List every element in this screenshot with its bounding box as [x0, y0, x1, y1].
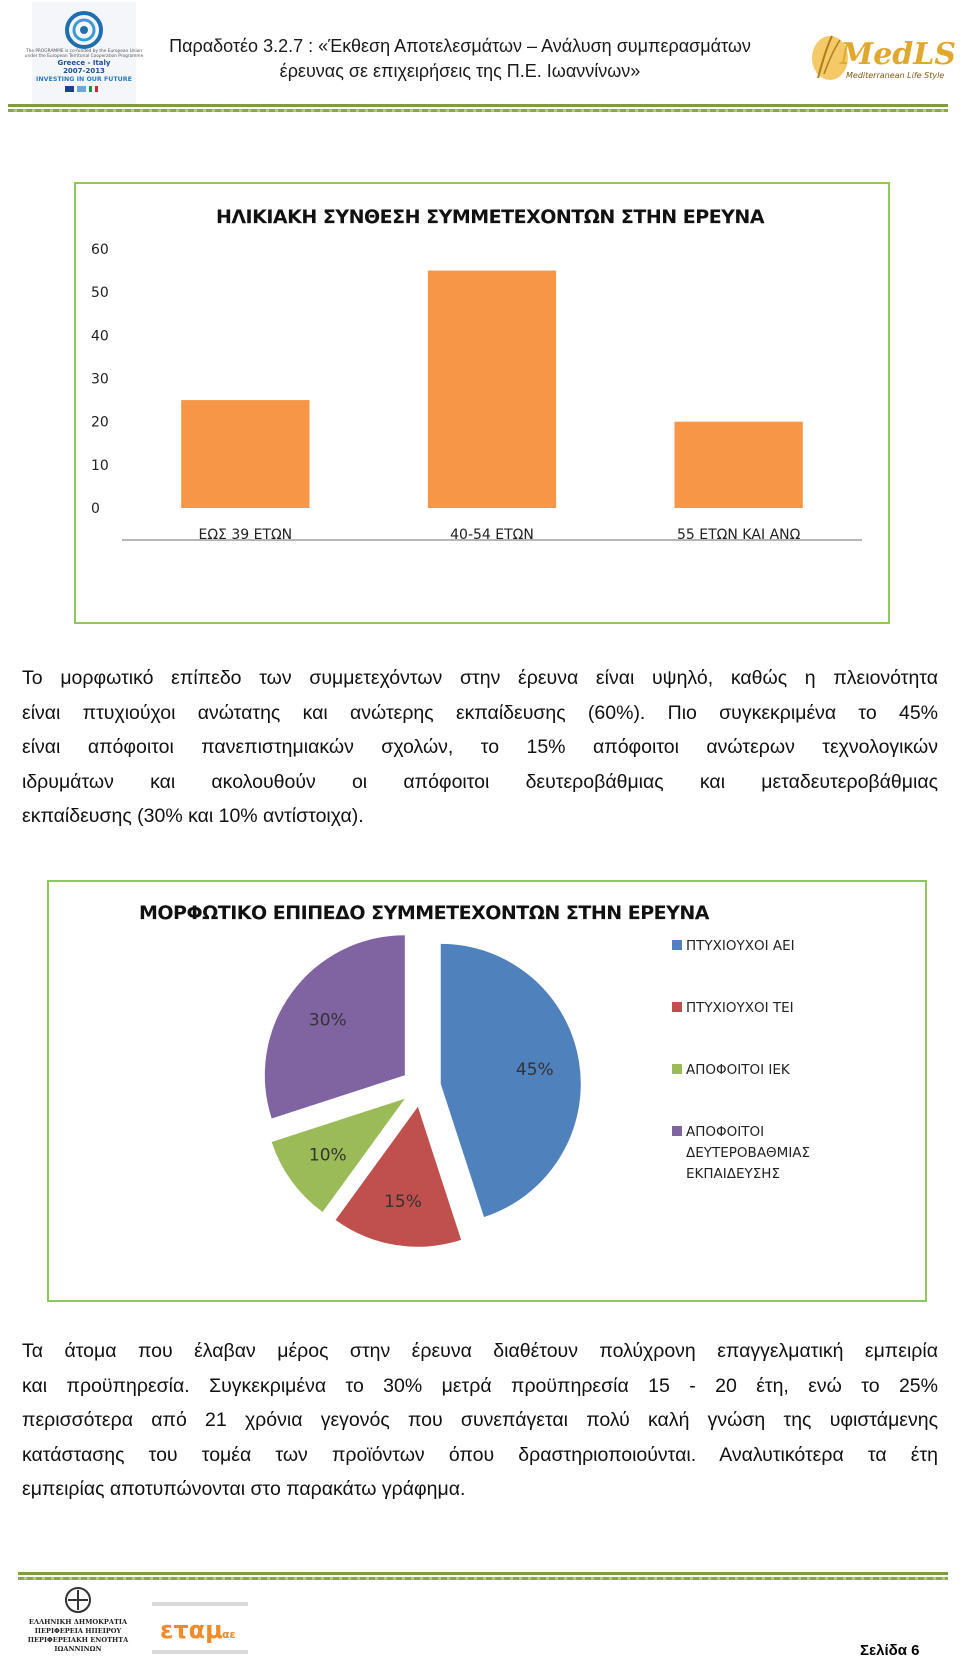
legend-swatch — [672, 1064, 682, 1074]
programme-logo — [24, 2, 144, 106]
logo-caption-1: The PROGRAMME is co-funded by the European Union — [25, 49, 143, 54]
pie-slice — [441, 944, 581, 1217]
y-tick-label: 0 — [91, 501, 100, 517]
paragraph2-line: και προϋπηρεσία. Συγκεκριμένα το 30% μετρά προϋπηρεσία 15 - 20 έτη, ενώ το 25% — [22, 1374, 938, 1397]
paragraph1-line: είναι απόφοιτοι πανεπιστημιακών σχολών, το 15% απόφοιτοι ανώτερων τεχνολογικών — [22, 736, 938, 758]
footer-rule-top — [18, 1572, 948, 1575]
y-tick-label: 10 — [91, 457, 109, 474]
paragraph2-line: Τα άτομα που έλαβαν μέρος στην έρευνα διαθέτουν πολύχρονη επαγγελματική εμπειρία — [22, 1340, 938, 1362]
logo-caption-3: Greece - Italy — [57, 59, 111, 67]
medls-logo — [810, 28, 957, 92]
region-epirus-logo — [28, 1586, 128, 1662]
paragraph1-line: Το μορφωτικό επίπεδο των συμμετεχόντων στην έρευνα είναι υψηλό, καθώς η πλειονότητα — [22, 667, 938, 689]
logo-caption-2: under the European Territorial Cooperation Programme — [24, 54, 144, 59]
region-logo-line3: ΠΕΡΙΦΕΡΕΙΑΚΗ ΕΝΟΤΗΤΑ — [27, 1636, 129, 1644]
education-chart-frame — [47, 880, 927, 1302]
legend-label: ΠΤΥΧΙΟΥΧΟΙ ΑΕΙ — [686, 938, 795, 954]
paragraph2-line: εμπειρίας αποτυπώνονται στο παρακάτω γράφημα. — [22, 1478, 466, 1500]
experience-paragraph — [22, 1334, 938, 1507]
age-chart-frame — [74, 182, 890, 624]
legend-label: ΠΤΥΧΙΟΥΧΟΙ ΤΕΙ — [686, 1000, 794, 1016]
greek-flag-icon — [77, 86, 86, 92]
y-tick-label: 20 — [91, 414, 109, 431]
logo-caption-4: 2007-2013 — [63, 67, 105, 75]
bar — [181, 400, 309, 508]
legend-label: ΕΚΠΑΙΔΕΥΣΗΣ — [686, 1166, 780, 1182]
etam-logo — [150, 1600, 250, 1662]
legend-swatch — [672, 1002, 682, 1012]
legend-swatch — [672, 940, 682, 950]
pie-percent-label: 30% — [308, 1010, 347, 1031]
legend-label: ΑΠΟΦΟΙΤΟΙ ΙΕΚ — [686, 1062, 790, 1078]
region-logo-line2: ΠΕΡΙΦΕΡΕΙΑ ΗΠΕΙΡΟΥ — [34, 1627, 122, 1635]
pie-percent-label: 45% — [515, 1059, 554, 1080]
header-title-line2: έρευνας σε επιχειρήσεις της Π.Ε. Ιωαννίνων» — [279, 61, 641, 81]
paragraph1-line: εκπαίδευσης (30% και 10% αντίστοιχα). — [22, 805, 364, 827]
etam-logo-suffix: αε — [222, 1628, 236, 1641]
header-rule-top — [8, 104, 948, 107]
medls-logo-subtext: Mediterranean Life Style — [846, 71, 945, 80]
header-rule-bottom — [8, 109, 948, 112]
y-tick-label: 30 — [91, 371, 109, 388]
italian-flag-icon — [89, 86, 92, 92]
education-paragraph — [22, 661, 938, 834]
legend-swatch — [672, 1126, 682, 1136]
y-tick-label: 40 — [91, 328, 109, 345]
y-tick-label: 60 — [91, 242, 109, 258]
paragraph1-line: ιδρυμάτων και ακολουθούν οι απόφοιτοι δευτεροβάθμιας και μεταδευτεροβάθμιας — [22, 770, 938, 793]
etam-logo-text: εταμ — [160, 1616, 223, 1644]
x-category-label: ΕΩΣ 39 ΕΤΩΝ — [198, 527, 293, 543]
age-chart-title: ΗΛΙΚΙΑΚΗ ΣΥΝΘΕΣΗ ΣΥΜΜΕΤΕΧΟΝΤΩΝ ΣΤΗΝ ΕΡΕΥΝΑ — [215, 206, 765, 228]
bar — [675, 422, 803, 508]
age-bar-chart — [76, 184, 888, 622]
region-logo-line1: ΕΛΛΗΝΙΚΗ ΔΗΜΟΚΡΑΤΙΑ — [28, 1618, 128, 1626]
eu-flag-icon — [65, 86, 74, 92]
bar — [428, 271, 556, 508]
document-header — [150, 34, 770, 84]
header-title-line1: Παραδοτέο 3.2.7 : «Έκθεση Αποτελεσμάτων – Ανάλυση συμπερασμάτων — [169, 36, 751, 56]
paragraph2-line: κατάστασης του τομέα των προϊόντων όπου δραστηριοποιούνται. Αναλυτικότερα τα έτη — [22, 1443, 938, 1466]
footer-rule-bottom — [18, 1577, 948, 1580]
pie-percent-label: 10% — [308, 1145, 347, 1166]
page-number: Σελίδα 6 — [860, 1642, 920, 1659]
education-pie-chart — [49, 882, 925, 1300]
paragraph2-line: περισσότερα από 21 χρόνια γεγονός που συνεπάγεται πολύ καλή γνώση της υφιστάμενης — [22, 1409, 938, 1431]
y-tick-label: 50 — [91, 285, 109, 302]
logo-caption-5: INVESTING IN OUR FUTURE — [36, 76, 132, 83]
medls-logo-text: MedLS — [840, 37, 957, 72]
paragraph1-line: είναι πτυχιούχοι ανώτατης και ανώτερης εκπαίδευσης (60%). Πιο συγκεκριμένα το 45% — [22, 701, 938, 724]
region-logo-line4: ΙΩΑΝΝΙΝΩΝ — [54, 1645, 102, 1653]
x-category-label: 40-54 ΕΤΩΝ — [450, 527, 534, 543]
legend-label: ΑΠΟΦΟΙΤΟΙ — [686, 1124, 765, 1140]
x-category-label: 55 ΕΤΩΝ ΚΑΙ ΑΝΩ — [676, 527, 801, 543]
legend-label: ΔΕΥΤΕΡΟΒΑΘΜΙΑΣ — [686, 1145, 811, 1161]
education-chart-title: ΜΟΡΦΩΤΙΚΟ ΕΠΙΠΕΔΟ ΣΥΜΜΕΤΕΧΟΝΤΩΝ ΣΤΗΝ ΕΡΕΥΝΑ — [138, 902, 709, 924]
pie-percent-label: 15% — [384, 1191, 422, 1212]
